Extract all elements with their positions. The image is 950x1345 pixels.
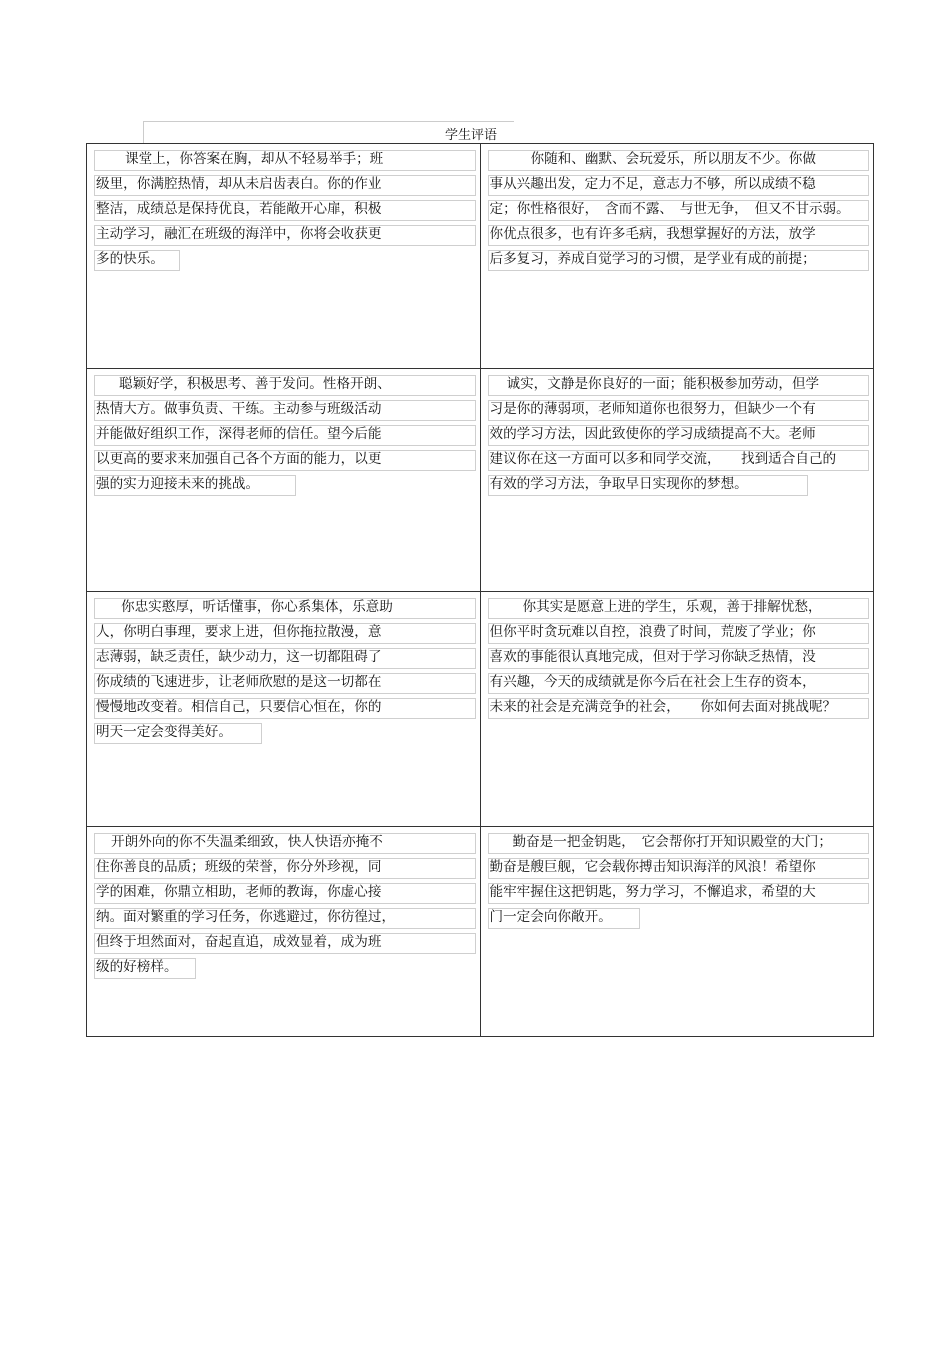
- comment-line: 能牢牢握住这把钥匙，努力学习，不懈追求，希望的大: [489, 880, 868, 905]
- comment-line: 建议你在这一方面可以多和同学交流， 找到适合自己的: [489, 447, 868, 472]
- comment-cell-6: [480, 592, 874, 827]
- table-row: [87, 144, 874, 369]
- comment-cell-5: [87, 592, 481, 827]
- comment-line: 强的实力迎接未来的挑战。: [95, 472, 294, 497]
- comment-line: 你优点很多，也有许多毛病，我想掌握好的方法，放学: [489, 222, 868, 247]
- comment-line: 纳。面对繁重的学习任务，你逃避过，你彷徨过，: [95, 905, 474, 930]
- comment-cell-3: [87, 369, 481, 592]
- comment-line: 门一定会向你敞开。: [489, 905, 638, 930]
- comment-cell-7: [87, 827, 481, 1037]
- comment-line: 住你善良的品质；班级的荣誉，你分外珍视，同: [95, 855, 474, 880]
- comment-line: 定；你性格很好， 含而不露、 与世无争， 但又不甘示弱。: [489, 197, 868, 222]
- comment-line: 习是你的薄弱项，老师知道你也很努力，但缺少一个有: [489, 397, 868, 422]
- comment-line: 聪颖好学，积极思考、善于发问。性格开朗、: [95, 372, 474, 397]
- table-row: [87, 369, 874, 592]
- comment-line: 慢慢地改变着。相信自己，只要信心恒在，你的: [95, 695, 474, 720]
- comment-line: 志薄弱，缺乏责任，缺少动力，这一切都阻碍了: [95, 645, 474, 670]
- comment-line: 事从兴趣出发，定力不足，意志力不够，所以成绩不稳: [489, 172, 868, 197]
- comment-line: 多的快乐。: [95, 247, 178, 272]
- comment-cell-8: [480, 827, 874, 1037]
- comment-cell-4: [480, 369, 874, 592]
- comments-table: [86, 143, 874, 1037]
- comment-line: 你其实是愿意上进的学生，乐观，善于排解忧愁，: [489, 595, 868, 620]
- comment-line: 热情大方。做事负责、干练。主动参与班级活动: [95, 397, 474, 422]
- comment-line: 开朗外向的你不失温柔细致，快人快语亦掩不: [95, 830, 474, 855]
- page-title: 学生评语: [445, 128, 498, 143]
- comment-line: 喜欢的事能很认真地完成，但对于学习你缺乏热情，没: [489, 645, 868, 670]
- comment-cell-1: [87, 144, 481, 369]
- comment-line: 以更高的要求来加强自己各个方面的能力，以更: [95, 447, 474, 472]
- comment-line: 人，你明白事理，要求上进，但你拖拉散漫，意: [95, 620, 474, 645]
- comment-line: 效的学习方法，因此致使你的学习成绩提高不大。老师: [489, 422, 868, 447]
- comment-line: 勤奋是一把金钥匙， 它会帮你打开知识殿堂的大门；: [489, 830, 868, 855]
- comment-line: 课堂上，你答案在胸，却从不轻易举手；班: [95, 147, 474, 172]
- table-row: [87, 827, 874, 1037]
- comment-line: 后多复习，养成自觉学习的习惯，是学业有成的前提；: [489, 247, 868, 272]
- comment-line: 未来的社会是充满竞争的社会， 你如何去面对挑战呢？: [489, 695, 868, 720]
- comment-line: 学的困难，你鼎立相助，老师的教诲，你虚心接: [95, 880, 474, 905]
- comment-line: 并能做好组织工作，深得老师的信任。望今后能: [95, 422, 474, 447]
- comment-line: 级里，你满腔热情，却从未启齿表白。你的作业: [95, 172, 474, 197]
- comment-cell-2: [480, 144, 874, 369]
- comment-line: 主动学习，融汇在班级的海洋中，你将会收获更: [95, 222, 474, 247]
- comment-line: 级的好榜样。: [95, 955, 194, 980]
- comment-line: 你成绩的飞速进步，让老师欣慰的是这一切都在: [95, 670, 474, 695]
- comment-line: 勤奋是艘巨舰，它会载你搏击知识海洋的风浪！希望你: [489, 855, 868, 880]
- comment-line: 但终于坦然面对，奋起直追，成效显着，成为班: [95, 930, 474, 955]
- comment-line: 你随和、幽默、会玩爱乐，所以朋友不少。你做: [489, 147, 868, 172]
- comment-line: 整洁，成绩总是保持优良，若能敞开心扉，积极: [95, 197, 474, 222]
- table-row: [87, 592, 874, 827]
- comment-line: 但你平时贪玩难以自控，浪费了时间，荒废了学业；你: [489, 620, 868, 645]
- comment-line: 你忠实憨厚，听话懂事，你心系集体，乐意助: [95, 595, 474, 620]
- comment-line: 诚实，文静是你良好的一面；能积极参加劳动，但学: [489, 372, 868, 397]
- comment-line: 有效的学习方法，争取早日实现你的梦想。: [489, 472, 806, 497]
- comment-line: 明天一定会变得美好。: [95, 720, 260, 745]
- comment-line: 有兴趣，今天的成绩就是你今后在社会上生存的资本，: [489, 670, 868, 695]
